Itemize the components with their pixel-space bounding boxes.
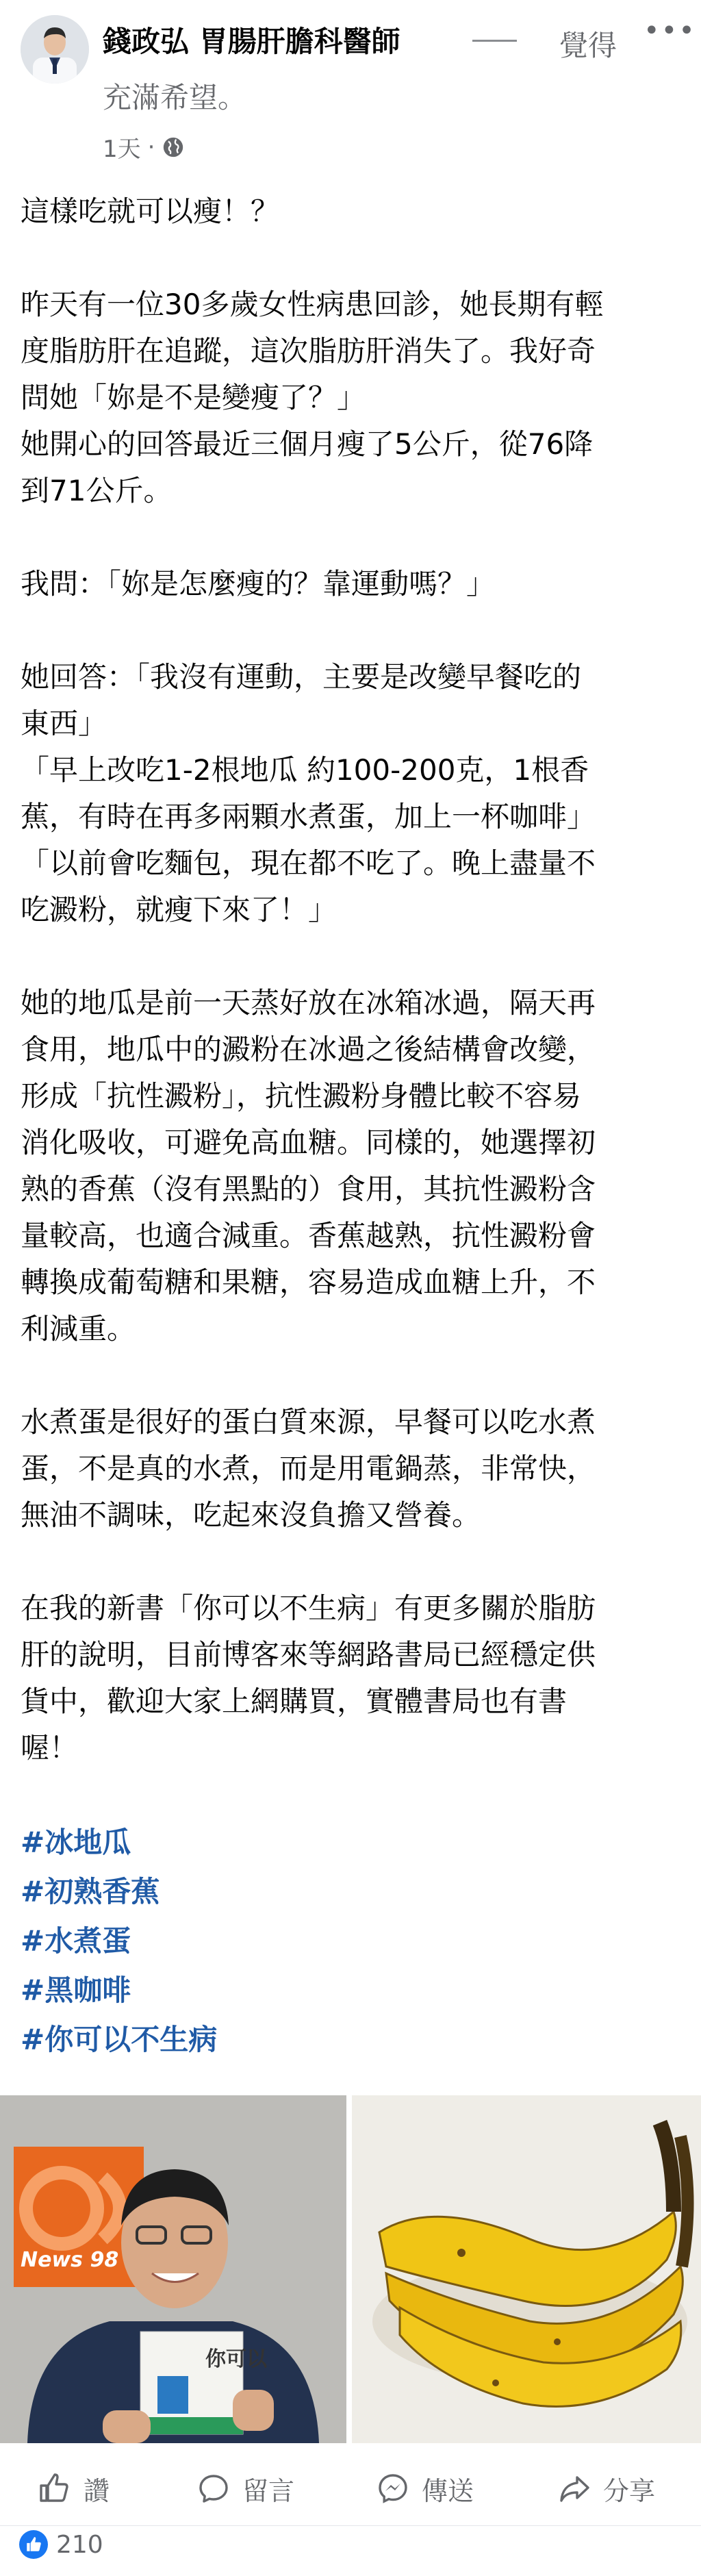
post-paragraph: 她的地瓜是前一天蒸好放在冰箱冰過，隔天再 食用，地瓜中的澱粉在冰過之後結構會改變， 形成「抗性澱粉」，抗性澱粉身體比較不容易 消化吸收，可避免高血糖。同樣的，她選擇初 熟的香蕉（沒有黑點的）食用，其抗性澱粉含 量較高，也適合減重。香蕉越熟，抗性澱粉會 轉換成葡萄糖和果糖，容易造成血糖上升，不 利減重。 [21, 986, 596, 1346]
post-time[interactable]: 1天 [103, 136, 141, 163]
hashtag-list [21, 1818, 678, 2064]
hashtag-link[interactable]: #初熟香蕉 [21, 1875, 160, 1908]
post-meta [103, 130, 185, 164]
reaction-summary[interactable] [19, 2530, 103, 2559]
comment-label: 留言 [242, 2475, 295, 2506]
hashtag-link[interactable]: #你可以不生病 [21, 2023, 218, 2056]
post-paragraph: 這樣吃就可以瘦！？ [21, 194, 280, 228]
share-label: 分享 [603, 2475, 656, 2506]
post-paragraph: 在我的新書「你可以不生病」有更多關於脂肪 肝的說明，目前博客來等網路書局已經穩定供 貨中，歡迎大家上網購買，實體書局也有書 喔！ [21, 1591, 596, 1765]
action-bar [0, 2450, 701, 2526]
post-paragraph: 我問：「妳是怎麼瘦的？靠運動嗎？」 [21, 567, 496, 601]
share-button[interactable] [558, 2469, 655, 2508]
comment-icon [197, 2472, 230, 2505]
post-header [0, 0, 701, 178]
hashtag-link[interactable]: #黑咖啡 [21, 1973, 131, 2007]
banana-photo[interactable] [352, 2095, 701, 2443]
reaction-count: 210 [56, 2530, 103, 2559]
news-sign-text: News 98 [21, 2248, 119, 2272]
header-divider [472, 40, 517, 42]
hashtag-link[interactable]: #冰地瓜 [21, 1826, 131, 1859]
thumbs-up-icon [38, 2472, 71, 2505]
doctor-photo[interactable] [0, 2095, 346, 2443]
follow-text: 覺得 [559, 29, 617, 62]
like-button[interactable] [38, 2469, 110, 2508]
comment-button[interactable] [197, 2469, 294, 2508]
send-label: 傳送 [422, 2475, 474, 2506]
like-reaction-icon [19, 2530, 48, 2559]
hashtag-link[interactable]: #水煮蛋 [21, 1924, 131, 1958]
messenger-icon [377, 2472, 409, 2505]
send-button[interactable] [377, 2469, 474, 2508]
post-paragraph: 她回答：「我沒有運動，主要是改變早餐吃的 東西」 「早上改吃1-2根地瓜 約100-200克，1根香 蕉，有時在再多兩顆水煮蛋，加上一杯咖啡」 「以前會吃麵包，現在都不吃了。晚上盡量不 吃澱粉，就瘦下來了！」 [21, 660, 596, 926]
like-label: 讚 [84, 2475, 110, 2506]
feeling-snippet: 充滿希望。 [103, 81, 247, 114]
post-paragraph: 水煮蛋是很好的蛋白質來源，早餐可以吃水煮 蛋，不是真的水煮，而是用電鍋蒸，非常快， 無油不調味，吃起來沒負擔又營養。 [21, 1405, 596, 1532]
post-body [21, 188, 678, 2064]
share-icon [558, 2472, 591, 2505]
book-title: 你可以 [205, 2347, 267, 2371]
author-name[interactable]: 錢政弘 胃腸肝膽科醫師 [103, 25, 400, 58]
post-paragraph: 昨天有一位30多歲女性病患回診，她長期有輕 度脂肪肝在追蹤，這次脂肪肝消失了。我好奇 問她「妳是不是變瘦了？」 她開心的回答最近三個月瘦了5公斤，從76降 到71公斤。 [21, 288, 604, 507]
meta-separator: · [147, 133, 155, 161]
globe-icon[interactable] [162, 136, 185, 159]
more-icon[interactable]: ••• [643, 15, 696, 47]
author-avatar[interactable] [21, 15, 89, 84]
